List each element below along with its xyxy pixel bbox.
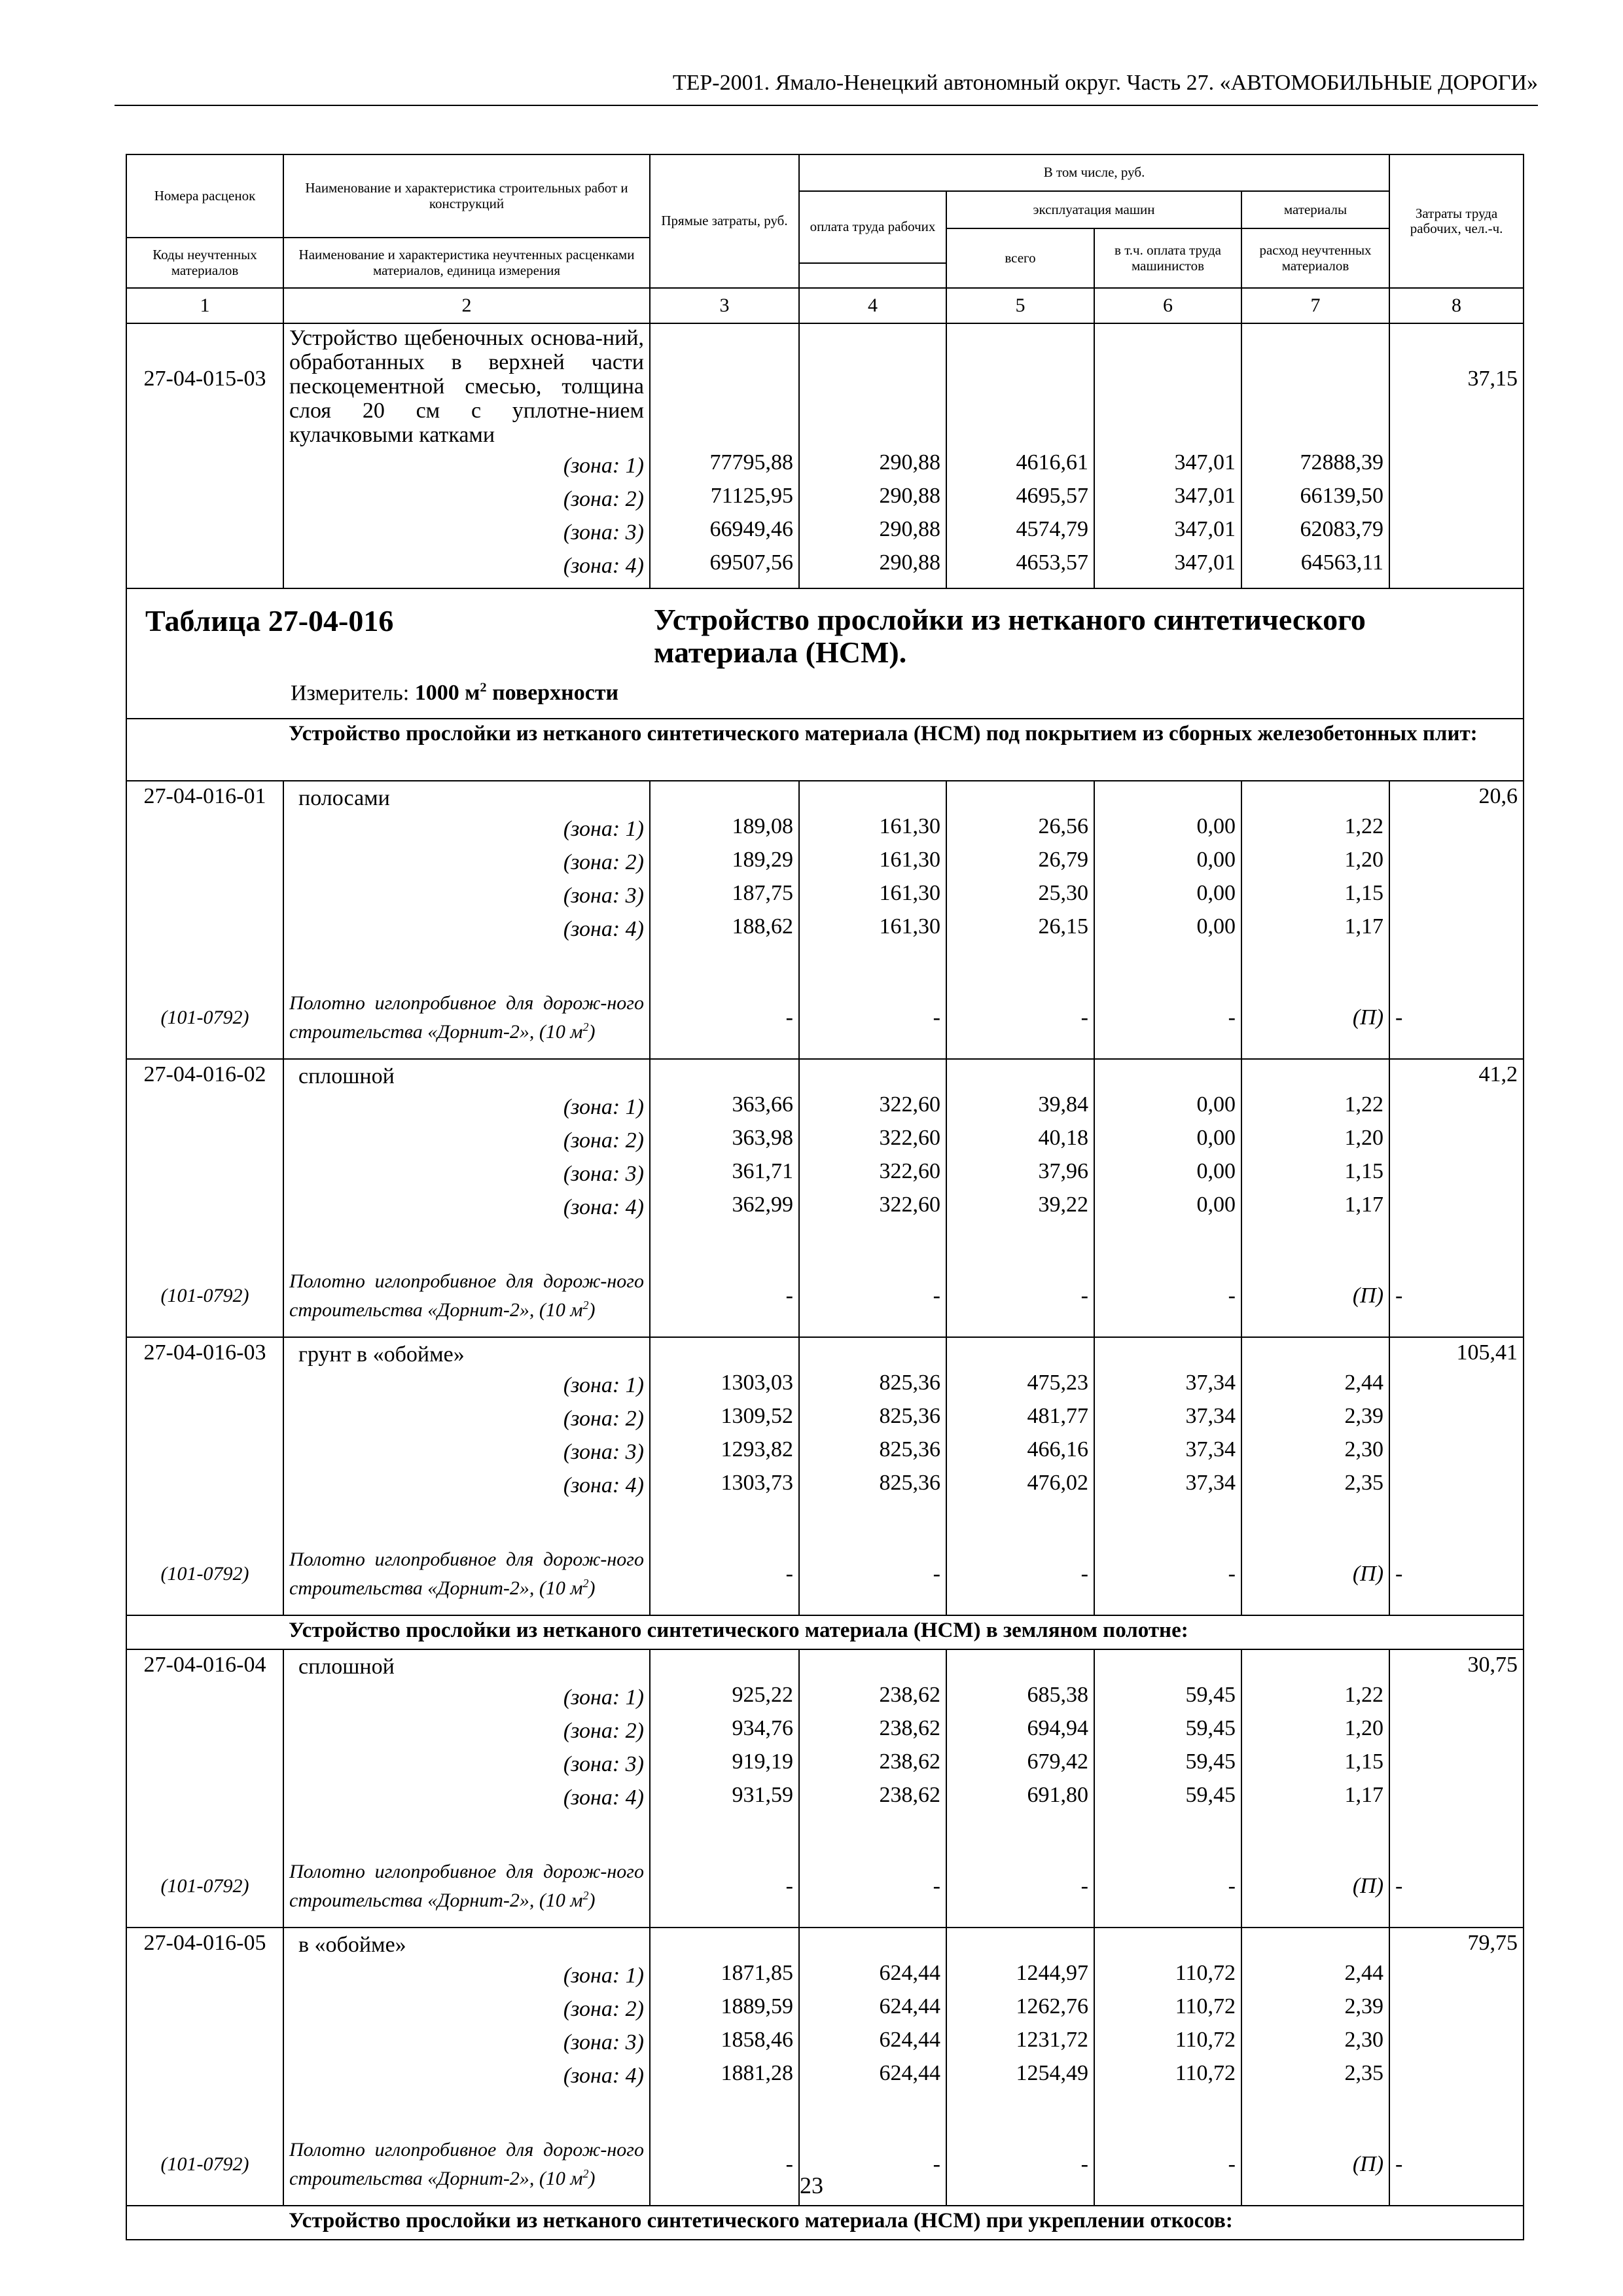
material-cost-value: 2,39 [1344, 1994, 1384, 2018]
material-dash: - [799, 1534, 946, 1615]
wage-value: 322,60 [879, 1092, 940, 1117]
rate-code: 27-04-015-03 [126, 323, 283, 588]
header-work-name: Наименование и характеристика строительных работ и конструкций [283, 154, 650, 238]
machinist-wage-value: 347,01 [1174, 517, 1236, 541]
material-cost-value: 2,44 [1344, 1371, 1384, 1395]
wage-value: 161,30 [879, 914, 940, 939]
machine-cost-value: 26,56 [1038, 814, 1088, 838]
direct-cost-value: 1881,28 [721, 2061, 793, 2085]
rate-row [126, 781, 1524, 977]
machine-cost-value: 39,22 [1038, 1193, 1088, 1217]
machine-cost-value: 476,02 [1027, 1471, 1088, 1495]
material-dash: - [799, 2124, 946, 2206]
wage-value: 238,62 [879, 1783, 940, 1807]
wage-value: 161,30 [879, 814, 940, 838]
material-dash: - [799, 1255, 946, 1337]
machine-cost-value: 39,84 [1038, 1092, 1088, 1117]
rate-name: в «обойме» [298, 1933, 406, 1957]
section-heading-row [126, 719, 1524, 781]
wage-value: 290,88 [879, 550, 940, 575]
header-machines: эксплуатация машин [946, 191, 1241, 228]
machine-cost-value: 40,18 [1038, 1126, 1088, 1150]
section-heading: Устройство прослойки из нетканого синтетического материала (НСМ) под покрытием из сборных железобетонных плит: [283, 719, 1524, 781]
rate-code: 27-04-016-03 [126, 1337, 283, 1534]
direct-cost-value: 1303,03 [721, 1371, 793, 1395]
rate-row [126, 1059, 1524, 1255]
rate-row [126, 1337, 1524, 1534]
material-cost-value: 2,30 [1344, 2028, 1384, 2052]
direct-cost-value: 361,71 [732, 1159, 793, 1183]
wage-value: 624,44 [879, 2061, 940, 2085]
material-cost-value: 1,15 [1344, 1749, 1384, 1774]
material-cost-value: 2,30 [1344, 1437, 1384, 1462]
rate-code: 27-04-016-05 [126, 1928, 283, 2124]
direct-cost-value: 363,66 [732, 1092, 793, 1117]
measure-suffix: поверхности [486, 681, 619, 706]
header-wages: оплата труда рабочих [799, 191, 946, 263]
material-cost-value: 1,20 [1344, 848, 1384, 872]
direct-cost-value: 1303,73 [721, 1471, 793, 1495]
section-heading: Устройство прослойки из нетканого синтетического материала (НСМ) в земляном полотне: [283, 1615, 1524, 1649]
header-material-codes: Коды неучтенных материалов [126, 238, 283, 288]
material-name: Полотно иглопробивное для дорож-ного строительства «Дорнит-2», (10 $м^2$) [289, 1861, 644, 1911]
material-mark: (П) [1241, 2124, 1389, 2206]
material-dash: - [1389, 1846, 1524, 1928]
wage-value: 238,62 [879, 1683, 940, 1707]
machine-cost-value: 4574,79 [1016, 517, 1088, 541]
machine-cost-value: 1244,97 [1016, 1961, 1088, 1985]
material-code: (101-0792) [126, 1255, 283, 1337]
wage-value: 161,30 [879, 848, 940, 872]
rate-row [126, 1649, 1524, 1846]
direct-cost-value: 71125,95 [710, 484, 793, 508]
column-number: 1 [126, 288, 283, 323]
machine-cost-value: 691,80 [1027, 1783, 1088, 1807]
material-dash: - [946, 977, 1094, 1059]
machinist-wage-value: 59,45 [1185, 1749, 1236, 1774]
rate-description: Устройство щебеночных основа-ний, обработанных в верхней части пескоцементной смесью, толщина слоя 20 см с уплотне-нием кулачковыми катками [289, 326, 644, 447]
rate-row [126, 1928, 1524, 2124]
zone-label: (зона: 4) [563, 917, 644, 941]
labor-hours: 79,75 [1389, 1928, 1524, 2124]
zone-label: (зона: 4) [563, 1195, 644, 1219]
rate-code: 27-04-016-01 [126, 781, 283, 977]
table-body [126, 323, 1524, 2240]
machinist-wage-value: 347,01 [1174, 450, 1236, 475]
machinist-wage-value: 347,01 [1174, 484, 1236, 508]
measure-prefix: Измеритель: [291, 681, 410, 706]
material-code: (101-0792) [126, 1846, 283, 1928]
material-name: Полотно иглопробивное для дорож-ного строительства «Дорнит-2», (10 $м^2$) [289, 1270, 644, 1321]
material-row [126, 1255, 1524, 1337]
zone-label: (зона: 2) [563, 1719, 644, 1743]
material-cost-value: 2,35 [1344, 1471, 1384, 1495]
zone-label: (зона: 3) [563, 884, 644, 908]
wage-value: 825,36 [879, 1437, 940, 1462]
machine-cost-value: 1262,76 [1016, 1994, 1088, 2018]
material-cost-value: 1,17 [1344, 1783, 1384, 1807]
material-dash: - [650, 977, 799, 1059]
material-cost-value: 1,20 [1344, 1716, 1384, 1740]
direct-cost-value: 362,99 [732, 1193, 793, 1217]
zone-label: (зона: 1) [563, 1373, 644, 1397]
header-rule [115, 105, 1538, 106]
zone-label: (зона: 3) [563, 1440, 644, 1464]
machine-cost-value: 466,16 [1027, 1437, 1088, 1462]
section-heading: Устройство прослойки из нетканого синтетического материала (НСМ) при укреплении откосов: [283, 2206, 1524, 2240]
machine-cost-value: 679,42 [1027, 1749, 1088, 1774]
direct-cost-value: 934,76 [732, 1716, 793, 1740]
material-cost-value: 1,17 [1344, 1193, 1384, 1217]
zone-label: (зона: 2) [563, 850, 644, 874]
labor-hours: 20,6 [1389, 781, 1524, 977]
header-materials: материалы [1241, 191, 1389, 228]
wage-value: 825,36 [879, 1371, 940, 1395]
machinist-wage-value: 0,00 [1196, 848, 1236, 872]
material-mark: (П) [1241, 1846, 1389, 1928]
material-mark: (П) [1241, 1255, 1389, 1337]
material-name: Полотно иглопробивное для дорож-ного строительства «Дорнит-2», (10 $м^2$) [289, 1549, 644, 1599]
zone-label: (зона: 4) [563, 1473, 644, 1498]
material-dash: - [799, 977, 946, 1059]
material-cost-value: 2,39 [1344, 1404, 1384, 1428]
wage-value: 238,62 [879, 1749, 940, 1774]
material-row [126, 1846, 1524, 1928]
section-heading-row [126, 2206, 1524, 2240]
zone-label: (зона: 2) [563, 1997, 644, 2021]
material-cost-value: 1,17 [1344, 914, 1384, 939]
machinist-wage-value: 0,00 [1196, 1159, 1236, 1183]
machine-cost-value: 1231,72 [1016, 2028, 1088, 2052]
direct-cost-value: 1858,46 [721, 2028, 793, 2052]
machine-cost-value: 475,23 [1027, 1371, 1088, 1395]
material-cost-value: 64563,11 [1300, 550, 1384, 575]
material-code: (101-0792) [126, 1534, 283, 1615]
rate-name: сплошной [298, 1655, 395, 1679]
material-dash: - [1094, 1255, 1241, 1337]
header-rate-numbers: Номера расценок [126, 154, 283, 238]
wage-value: 322,60 [879, 1193, 940, 1217]
rate-code: 27-04-016-02 [126, 1059, 283, 1255]
machine-cost-value: 4616,61 [1016, 450, 1088, 475]
machinist-wage-value: 59,45 [1185, 1683, 1236, 1707]
material-cost-value: 72888,39 [1300, 450, 1384, 475]
machinist-wage-value: 110,72 [1175, 1994, 1236, 2018]
section-heading-row [126, 1615, 1524, 1649]
zone-label: (зона: 1) [563, 1964, 644, 1988]
material-dash: - [946, 1255, 1094, 1337]
material-code: (101-0792) [126, 977, 283, 1059]
rate-name: полосами [298, 786, 390, 810]
direct-cost-value: 77795,88 [709, 450, 793, 475]
machine-cost-value: 685,38 [1027, 1683, 1088, 1707]
material-cost-value: 1,20 [1344, 1126, 1384, 1150]
material-name: Полотно иглопробивное для дорож-ного строительства «Дорнит-2», (10 $м^2$) [289, 992, 644, 1043]
labor-hours: 41,2 [1389, 1059, 1524, 1255]
wage-value: 290,88 [879, 484, 940, 508]
direct-cost-value: 187,75 [732, 881, 793, 905]
machinist-wage-value: 0,00 [1196, 1092, 1236, 1117]
material-mark: (П) [1241, 1534, 1389, 1615]
rate-name: грунт в «обойме» [298, 1342, 465, 1367]
column-number: 3 [650, 288, 799, 323]
material-dash: - [650, 1534, 799, 1615]
page-number: 23 [800, 2172, 823, 2198]
column-numbers-row [126, 288, 1524, 323]
zone-label: (зона: 4) [563, 1785, 644, 1810]
zone-label: (зона: 3) [563, 2030, 644, 2054]
machinist-wage-value: 110,72 [1175, 2061, 1236, 2085]
zone-label: (зона: 3) [563, 520, 644, 545]
direct-cost-value: 69507,56 [709, 550, 793, 575]
zone-label: (зона: 2) [563, 487, 644, 511]
material-dash: - [1094, 1534, 1241, 1615]
material-dash: - [1389, 1255, 1524, 1337]
zone-label: (зона: 4) [563, 554, 644, 578]
table-header [126, 154, 1524, 323]
header-machines-total: всего [946, 228, 1094, 288]
machinist-wage-value: 37,34 [1185, 1371, 1236, 1395]
material-cost-value: 2,35 [1344, 2061, 1384, 2085]
wage-value: 825,36 [879, 1471, 940, 1495]
material-cost-value: 1,15 [1344, 881, 1384, 905]
rates-table [126, 154, 1524, 2240]
column-number: 6 [1094, 288, 1241, 323]
material-dash: - [650, 1255, 799, 1337]
wage-value: 624,44 [879, 2028, 940, 2052]
column-number: 7 [1241, 288, 1389, 323]
machinist-wage-value: 0,00 [1196, 814, 1236, 838]
material-cost-value: 2,44 [1344, 1961, 1384, 1985]
direct-cost-value: 189,29 [732, 848, 793, 872]
machinist-wage-value: 37,34 [1185, 1471, 1236, 1495]
material-dash: - [1094, 977, 1241, 1059]
zone-label: (зона: 1) [563, 1095, 644, 1119]
material-dash: - [650, 1846, 799, 1928]
labor-hours: 105,41 [1389, 1337, 1524, 1534]
rate-code: 27-04-016-04 [126, 1649, 283, 1846]
machine-cost-value: 26,79 [1038, 848, 1088, 872]
material-cost-value: 66139,50 [1300, 484, 1384, 508]
machinist-wage-value: 0,00 [1196, 1126, 1236, 1150]
material-dash: - [946, 2124, 1094, 2206]
machine-cost-value: 481,77 [1027, 1404, 1088, 1428]
material-dash: - [946, 1846, 1094, 1928]
direct-cost-value: 919,19 [732, 1749, 793, 1774]
machinist-wage-value: 0,00 [1196, 914, 1236, 939]
header-labor-costs: Затраты труда рабочих, чел.-ч. [1389, 154, 1524, 288]
header-machinist-wages: в т.ч. оплата труда машинистов [1094, 228, 1241, 288]
material-dash: - [1389, 977, 1524, 1059]
material-mark: (П) [1241, 977, 1389, 1059]
direct-cost-value: 1309,52 [721, 1404, 793, 1428]
material-row [126, 1534, 1524, 1615]
direct-cost-value: 931,59 [732, 1783, 793, 1807]
direct-cost-value: 1293,82 [721, 1437, 793, 1462]
measure-unit [291, 681, 618, 706]
zone-label: (зона: 3) [563, 1752, 644, 1776]
zone-label: (зона: 1) [563, 817, 644, 841]
zone-label: (зона: 2) [563, 1407, 644, 1431]
wage-value: 624,44 [879, 1961, 940, 1985]
column-number: 5 [946, 288, 1094, 323]
page-header-title: ТЕР-2001. Ямало-Ненецкий автономный округ. Часть 27. «АВТОМОБИЛЬНЫЕ ДОРОГИ» [672, 71, 1538, 95]
machine-cost-value: 26,15 [1038, 914, 1088, 939]
wage-value: 290,88 [879, 517, 940, 541]
machine-cost-value: 25,30 [1038, 881, 1088, 905]
zone-label: (зона: 2) [563, 1128, 644, 1153]
machinist-wage-value: 59,45 [1185, 1783, 1236, 1807]
table-title-block [126, 588, 1524, 719]
header-material-use: расход неучтенных материалов [1241, 228, 1389, 288]
machinist-wage-value: 110,72 [1175, 2028, 1236, 2052]
direct-cost-value: 1889,59 [721, 1994, 793, 2018]
machinist-wage-value: 0,00 [1196, 881, 1236, 905]
material-dash: - [1389, 2124, 1524, 2206]
measure-value: 1000 м [414, 681, 480, 706]
labor-hours: 30,75 [1389, 1649, 1524, 1846]
machinist-wage-value: 37,34 [1185, 1437, 1236, 1462]
measure-sup: 2 [480, 681, 487, 695]
machine-cost-value: 694,94 [1027, 1716, 1088, 1740]
machine-cost-value: 4695,57 [1016, 484, 1088, 508]
wage-value: 238,62 [879, 1716, 940, 1740]
header-direct-costs: Прямые затраты, руб. [650, 154, 799, 288]
wage-value: 161,30 [879, 881, 940, 905]
material-row [126, 977, 1524, 1059]
machinist-wage-value: 347,01 [1174, 550, 1236, 575]
zone-label: (зона: 1) [563, 1685, 644, 1710]
direct-cost-value: 1871,85 [721, 1961, 793, 1985]
zone-label: (зона: 4) [563, 2064, 644, 2088]
machinist-wage-value: 0,00 [1196, 1193, 1236, 1217]
material-dash: - [946, 1534, 1094, 1615]
machinist-wage-value: 37,34 [1185, 1404, 1236, 1428]
wage-value: 624,44 [879, 1994, 940, 2018]
labor-hours: 37,15 [1389, 323, 1524, 588]
machine-cost-value: 37,96 [1038, 1159, 1088, 1183]
material-cost-value: 62083,79 [1300, 517, 1384, 541]
machinist-wage-value: 59,45 [1185, 1716, 1236, 1740]
machine-cost-value: 4653,57 [1016, 550, 1088, 575]
material-dash: - [799, 1846, 946, 1928]
material-dash: - [1094, 1846, 1241, 1928]
machinist-wage-value: 110,72 [1175, 1961, 1236, 1985]
material-dash: - [650, 2124, 799, 2206]
table-title: Устройство прослойки из нетканого синтетического материала (НСМ). [654, 603, 1366, 669]
direct-cost-value: 189,08 [732, 814, 793, 838]
material-cost-value: 1,22 [1344, 1683, 1384, 1707]
material-cost-value: 1,22 [1344, 1092, 1384, 1117]
column-number: 4 [799, 288, 946, 323]
material-cost-value: 1,22 [1344, 814, 1384, 838]
wage-value: 322,60 [879, 1159, 940, 1183]
header-including: В том числе, руб. [799, 154, 1389, 191]
table-label: Таблица 27-04-016 [145, 604, 394, 637]
direct-cost-value: 925,22 [732, 1683, 793, 1707]
wage-value: 825,36 [879, 1404, 940, 1428]
zone-label: (зона: 3) [563, 1162, 644, 1186]
material-code: (101-0792) [126, 2124, 283, 2206]
zone-label: (зона: 1) [563, 454, 644, 478]
machine-cost-value: 1254,49 [1016, 2061, 1088, 2085]
wage-value: 290,88 [879, 450, 940, 475]
material-name: Полотно иглопробивное для дорож-ного строительства «Дорнит-2», (10 $м^2$) [289, 2139, 644, 2189]
material-cost-value: 1,15 [1344, 1159, 1384, 1183]
column-number: 2 [283, 288, 650, 323]
header-material-names: Наименование и характеристика неучтенных расценками материалов, единица измерения [283, 238, 650, 288]
material-dash: - [1094, 2124, 1241, 2206]
direct-cost-value: 188,62 [732, 914, 793, 939]
column-number: 8 [1389, 288, 1524, 323]
rate-row [126, 323, 1524, 588]
direct-cost-value: 66949,46 [709, 517, 793, 541]
wage-value: 322,60 [879, 1126, 940, 1150]
material-dash: - [1389, 1534, 1524, 1615]
direct-cost-value: 363,98 [732, 1126, 793, 1150]
rate-name: сплошной [298, 1064, 395, 1088]
